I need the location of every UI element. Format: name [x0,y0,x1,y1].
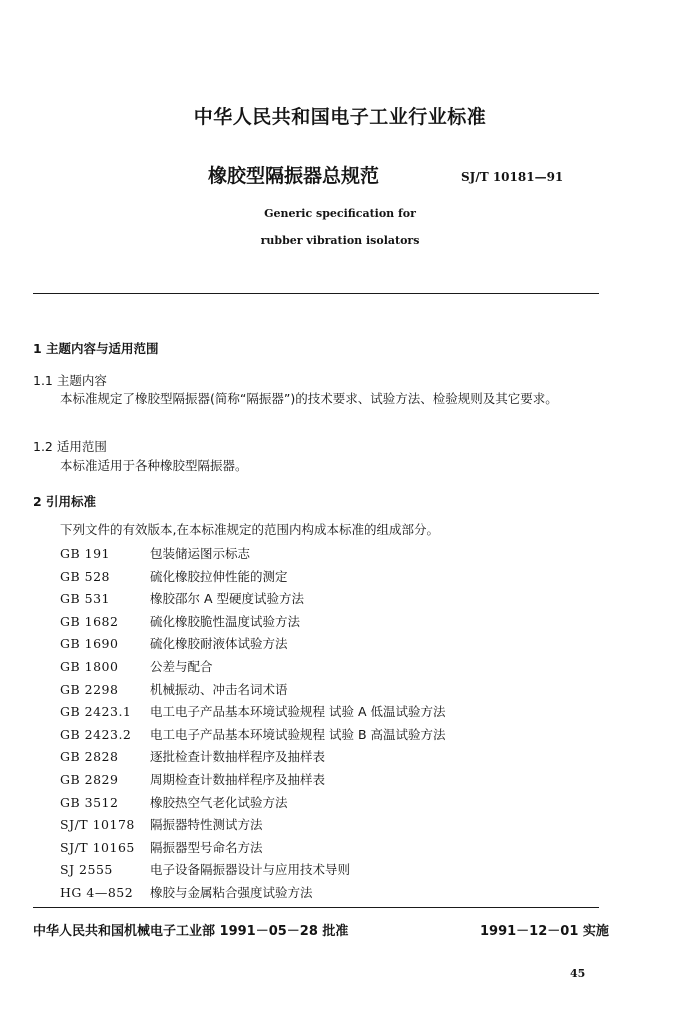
reference-code: GB 1682 [60,613,119,629]
reference-item [60,837,580,860]
reference-code: GB 1800 [60,658,119,674]
reference-title: 周期检查计数抽样程序及抽样表 [150,771,326,787]
english-title-line2: rubber vibration isolators [260,234,420,247]
reference-item [60,814,580,837]
reference-item [60,633,580,656]
reference-code: GB 2423.2 [60,726,132,742]
page-number: 45 [570,967,586,980]
reference-item [60,769,580,792]
reference-code: GB 1690 [60,636,119,652]
reference-title: 橡胶热空气老化试验方法 [150,794,288,810]
section-1-2-heading: 1.2 适用范围 [33,439,107,454]
reference-title: 硫化橡胶耐液体试验方法 [150,636,288,652]
reference-title: 橡胶与金属粘合强度试验方法 [150,884,313,900]
reference-title: 硫化橡胶拉伸性能的测定 [150,568,288,584]
reference-item [60,746,580,769]
reference-title: 机械振动、冲击名词术语 [150,681,288,697]
reference-item [60,611,580,634]
reference-item [60,792,580,815]
standard-code: SJ/T 10181—91 [461,170,564,184]
reference-code: GB 191 [60,546,111,561]
reference-item [60,656,580,679]
reference-item [60,543,580,566]
english-title-line1: Generic specification for [264,207,416,220]
implementation-date: 1991－12－01 实施 [480,924,609,939]
reference-title: 橡胶邵尔 A 型硬度试验方法 [150,591,304,607]
reference-item [60,859,580,882]
section-1-2-text: 本标准适用于各种橡胶型隔振器。 [60,458,248,473]
reference-item [60,701,580,724]
reference-code: SJ 2555 [60,862,113,878]
reference-code: HG 4—852 [60,884,134,900]
issuing-body-title: 中华人民共和国电子工业行业标准 [193,106,487,128]
reference-title: 电子设备隔振器设计与应用技术导则 [150,862,351,878]
reference-title: 电工电子产品基本环境试验规程 试验 B 高温试验方法 [150,726,446,742]
document-title: 橡胶型隔振器总规范 [208,165,380,187]
reference-title: 隔振器特性测试方法 [150,817,263,833]
reference-code: GB 2828 [60,749,119,765]
reference-code: GB 2423.1 [60,704,132,720]
reference-code: SJ/T 10165 [60,839,135,855]
section-1-heading: 1 主题内容与适用范围 [33,341,159,356]
reference-item [60,724,580,747]
reference-item [60,882,580,905]
reference-item [60,679,580,702]
section-2-heading: 2 引用标准 [33,494,97,509]
reference-code: GB 2829 [60,771,119,787]
reference-title: 包装储运图示标志 [150,546,251,561]
reference-title: 隔振器型号命名方法 [150,839,263,855]
reference-list [60,543,580,905]
footer-divider [33,907,599,908]
section-1-1-heading: 1.1 主题内容 [33,373,107,388]
approval-statement: 中华人民共和国机械电子工业部 1991－05－28 批准 [33,924,349,939]
reference-code: GB 531 [60,591,111,607]
reference-title: 公差与配合 [150,658,213,674]
section-2-intro: 下列文件的有效版本,在本标准规定的范围内构成本标准的组成部分。 [60,522,439,537]
reference-code: SJ/T 10178 [60,817,135,833]
reference-code: GB 3512 [60,794,119,810]
header-divider [33,293,599,294]
reference-item [60,588,580,611]
reference-item [60,566,580,589]
reference-code: GB 528 [60,568,111,584]
section-1-1-text: 本标准规定了橡胶型隔振器(简称“隔振器”)的技术要求、试验方法、检验规则及其它要求。 [60,391,558,406]
reference-title: 电工电子产品基本环境试验规程 试验 A 低温试验方法 [150,704,446,720]
reference-title: 逐批检查计数抽样程序及抽样表 [150,749,326,765]
reference-code: GB 2298 [60,681,119,697]
reference-title: 硫化橡胶脆性温度试验方法 [150,613,301,629]
